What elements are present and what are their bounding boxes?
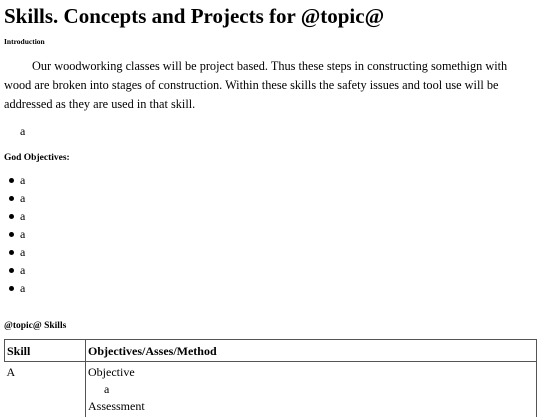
list-item: [4, 281, 25, 299]
objectives-list: [4, 173, 25, 299]
table-header-row: [5, 340, 537, 362]
list-item-text: a: [20, 263, 25, 277]
bullet-icon: [9, 232, 14, 237]
introduction-item: a: [20, 124, 25, 139]
introduction-paragraph: Our woodworking classes will be project based. Thus these steps in constructing somethign with wood are broken into stages of construction. Within these skills the safety issues and tool use will be addressed as they are used in that skill.: [4, 57, 536, 114]
list-item: [4, 191, 25, 209]
introduction-heading: Introduction: [4, 37, 45, 47]
objectives-cell: [86, 362, 537, 417]
list-item-text: a: [20, 281, 25, 295]
list-item-text: a: [20, 209, 25, 223]
list-item: [4, 227, 25, 245]
bullet-icon: [9, 214, 14, 219]
list-item-text: a: [20, 173, 25, 187]
column-header-objectives: Objectives/Asses/Method: [86, 340, 537, 362]
bullet-icon: [9, 178, 14, 183]
list-item: [4, 209, 25, 227]
column-header-skill: Skill: [5, 340, 86, 362]
bullet-icon: [9, 268, 14, 273]
list-item-text: a: [20, 227, 25, 241]
bullet-icon: [9, 196, 14, 201]
skills-heading: @topic@ Skills: [4, 320, 66, 332]
skill-cell: A: [5, 362, 86, 417]
bullet-icon: [9, 286, 14, 291]
list-item-text: a: [20, 245, 25, 259]
list-item: [4, 245, 25, 263]
bullet-icon: [9, 250, 14, 255]
cell-line-objective: Objective: [88, 364, 534, 381]
cell-line-item: a: [88, 381, 534, 398]
skills-table: [4, 339, 537, 417]
list-item: [4, 173, 25, 191]
list-item: [4, 263, 25, 281]
list-item-text: a: [20, 191, 25, 205]
objectives-heading: God Objectives:: [4, 152, 70, 164]
page-title: Skills. Concepts and Projects for @topic@: [4, 4, 384, 28]
cell-line-assessment: Assessment: [88, 398, 534, 415]
table-row: [5, 362, 537, 417]
